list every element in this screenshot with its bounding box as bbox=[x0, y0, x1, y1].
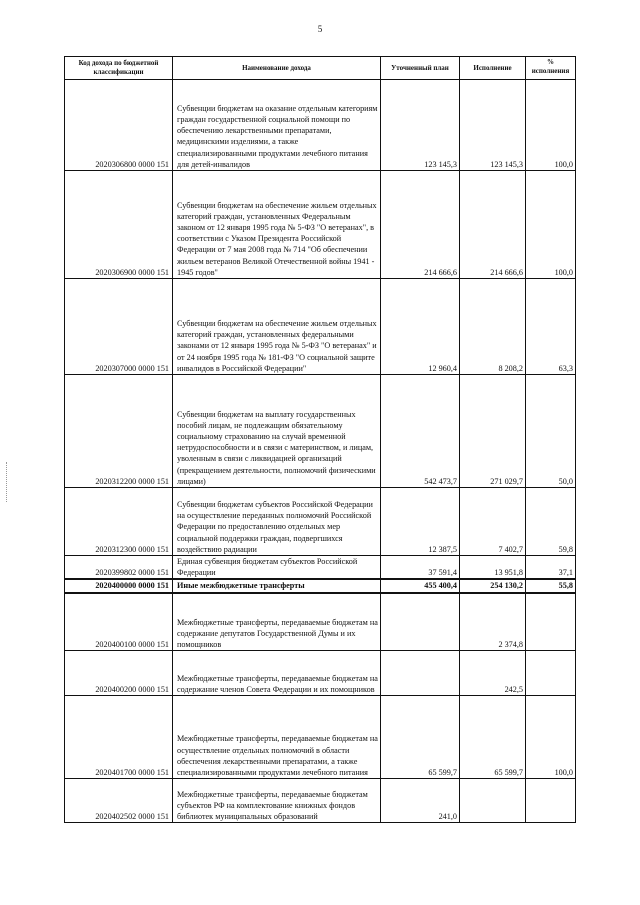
name-cell: Межбюджетные трансферты, передаваемые бюджетам на содержание членов Совета Федерации и их помощников bbox=[173, 651, 381, 696]
code-cell: 2020312200 0000 151 bbox=[65, 375, 173, 488]
exec-cell bbox=[460, 779, 526, 823]
code-cell: 2020400000 0000 151 bbox=[65, 579, 173, 592]
table-row bbox=[65, 556, 576, 580]
exec-cell: 7 402,7 bbox=[460, 488, 526, 556]
plan-cell: 37 591,4 bbox=[381, 556, 460, 580]
exec-cell: 271 029,7 bbox=[460, 375, 526, 488]
name-cell: Межбюджетные трансферты, передаваемые бюджетам на содержание депутатов Государственной Думы и их помощников bbox=[173, 593, 381, 651]
pct-cell: 59,8 bbox=[526, 488, 576, 556]
pct-cell: 55,8 bbox=[526, 579, 576, 592]
table-header-row bbox=[65, 57, 576, 80]
name-cell: Субвенции бюджетам на выплату государственных пособий лицам, не подлежащим обязательному социальному страхованию на случай временной нетрудоспособности и в связи с материнством, и лицам, уволенным в связи с ликвидацией организаций (прекращением деятельности, полномочий физическими лицами) bbox=[173, 375, 381, 488]
name-cell: Субвенции бюджетам на обеспечение жильем отдельных категорий граждан, установленных Федеральным законом от 12 января 1995 года № 5-ФЗ "О ветеранах", в соответствии с Указом Президента Российской Федерации от 7 мая 2008 года № 714 "Об обеспечении жильем ветеранов Великой Отечественной войны 1941 - 1945 годов" bbox=[173, 171, 381, 279]
budget-income-table bbox=[64, 56, 576, 823]
pct-cell: 37,1 bbox=[526, 556, 576, 580]
table-row bbox=[65, 651, 576, 696]
code-cell: 2020399802 0000 151 bbox=[65, 556, 173, 580]
pct-cell: 50,0 bbox=[526, 375, 576, 488]
exec-cell: 2 374,8 bbox=[460, 593, 526, 651]
plan-cell: 542 473,7 bbox=[381, 375, 460, 488]
table-row bbox=[65, 171, 576, 279]
code-cell: 2020306900 0000 151 bbox=[65, 171, 173, 279]
plan-cell: 12 960,4 bbox=[381, 279, 460, 375]
exec-cell: 65 599,7 bbox=[460, 696, 526, 779]
pct-cell: 100,0 bbox=[526, 80, 576, 171]
name-cell: Иные межбюджетные трансферты bbox=[173, 579, 381, 592]
pct-cell bbox=[526, 779, 576, 823]
name-cell: Субвенции бюджетам на обеспечение жильем отдельных категорий граждан, установленных федеральными законами от 12 января 1995 года № 5-ФЗ "О ветеранах" и от 24 ноября 1995 года № 181-ФЗ "О социальной защите инвалидов в Российской Федерации" bbox=[173, 279, 381, 375]
table-row bbox=[65, 779, 576, 823]
exec-cell: 13 951,8 bbox=[460, 556, 526, 580]
plan-cell bbox=[381, 593, 460, 651]
pct-cell: 63,3 bbox=[526, 279, 576, 375]
pct-cell: 100,0 bbox=[526, 171, 576, 279]
plan-cell: 455 400,4 bbox=[381, 579, 460, 592]
exec-cell: 8 208,2 bbox=[460, 279, 526, 375]
header-exec: Исполнение bbox=[460, 57, 526, 80]
table-row bbox=[65, 488, 576, 556]
header-name: Наименование дохода bbox=[173, 57, 381, 80]
table-row bbox=[65, 579, 576, 592]
plan-cell: 65 599,7 bbox=[381, 696, 460, 779]
code-cell: 2020312300 0000 151 bbox=[65, 488, 173, 556]
exec-cell: 254 130,2 bbox=[460, 579, 526, 592]
plan-cell: 241,0 bbox=[381, 779, 460, 823]
code-cell: 2020401700 0000 151 bbox=[65, 696, 173, 779]
table-row bbox=[65, 80, 576, 171]
name-cell: Межбюджетные трансферты, передаваемые бюджетам субъектов РФ на комплектование книжных фондов библиотек муниципальных образований bbox=[173, 779, 381, 823]
name-cell: Единая субвенция бюджетам субъектов Российской Федерации bbox=[173, 556, 381, 580]
table-row bbox=[65, 593, 576, 651]
pct-cell bbox=[526, 651, 576, 696]
header-pct: % исполнения bbox=[526, 57, 576, 80]
table-body bbox=[65, 80, 576, 823]
header-plan: Уточненный план bbox=[381, 57, 460, 80]
table-row bbox=[65, 279, 576, 375]
page-number: 5 bbox=[317, 24, 323, 34]
name-cell: Субвенции бюджетам субъектов Российской Федерации на осуществление переданных полномочий Российской Федерации по предоставлению отдельных мер социальной поддержки граждан, подвергшихся воздействию радиации bbox=[173, 488, 381, 556]
code-cell: 2020307000 0000 151 bbox=[65, 279, 173, 375]
pct-cell bbox=[526, 593, 576, 651]
plan-cell bbox=[381, 651, 460, 696]
name-cell: Межбюджетные трансферты, передаваемые бюджетам на осуществление отдельных полномочий в области обеспечения лекарственными препаратами, а также специализированными продуктами лечебного питания bbox=[173, 696, 381, 779]
code-cell: 2020400200 0000 151 bbox=[65, 651, 173, 696]
scan-margin-mark bbox=[6, 462, 8, 502]
table-row bbox=[65, 375, 576, 488]
plan-cell: 12 387,5 bbox=[381, 488, 460, 556]
exec-cell: 123 145,3 bbox=[460, 80, 526, 171]
name-cell: Субвенции бюджетам на оказание отдельным категориям граждан государственной социальной помощи по обеспечению лекарственными препаратами, медицинскими изделиями, а также специализированными продуктами лечебного питания для детей-инвалидов bbox=[173, 80, 381, 171]
table-row bbox=[65, 696, 576, 779]
exec-cell: 214 666,6 bbox=[460, 171, 526, 279]
pct-cell: 100,0 bbox=[526, 696, 576, 779]
plan-cell: 123 145,3 bbox=[381, 80, 460, 171]
code-cell: 2020400100 0000 151 bbox=[65, 593, 173, 651]
plan-cell: 214 666,6 bbox=[381, 171, 460, 279]
exec-cell: 242,5 bbox=[460, 651, 526, 696]
code-cell: 2020306800 0000 151 bbox=[65, 80, 173, 171]
header-code: Код дохода по бюджетной классификации bbox=[65, 57, 173, 80]
code-cell: 2020402502 0000 151 bbox=[65, 779, 173, 823]
